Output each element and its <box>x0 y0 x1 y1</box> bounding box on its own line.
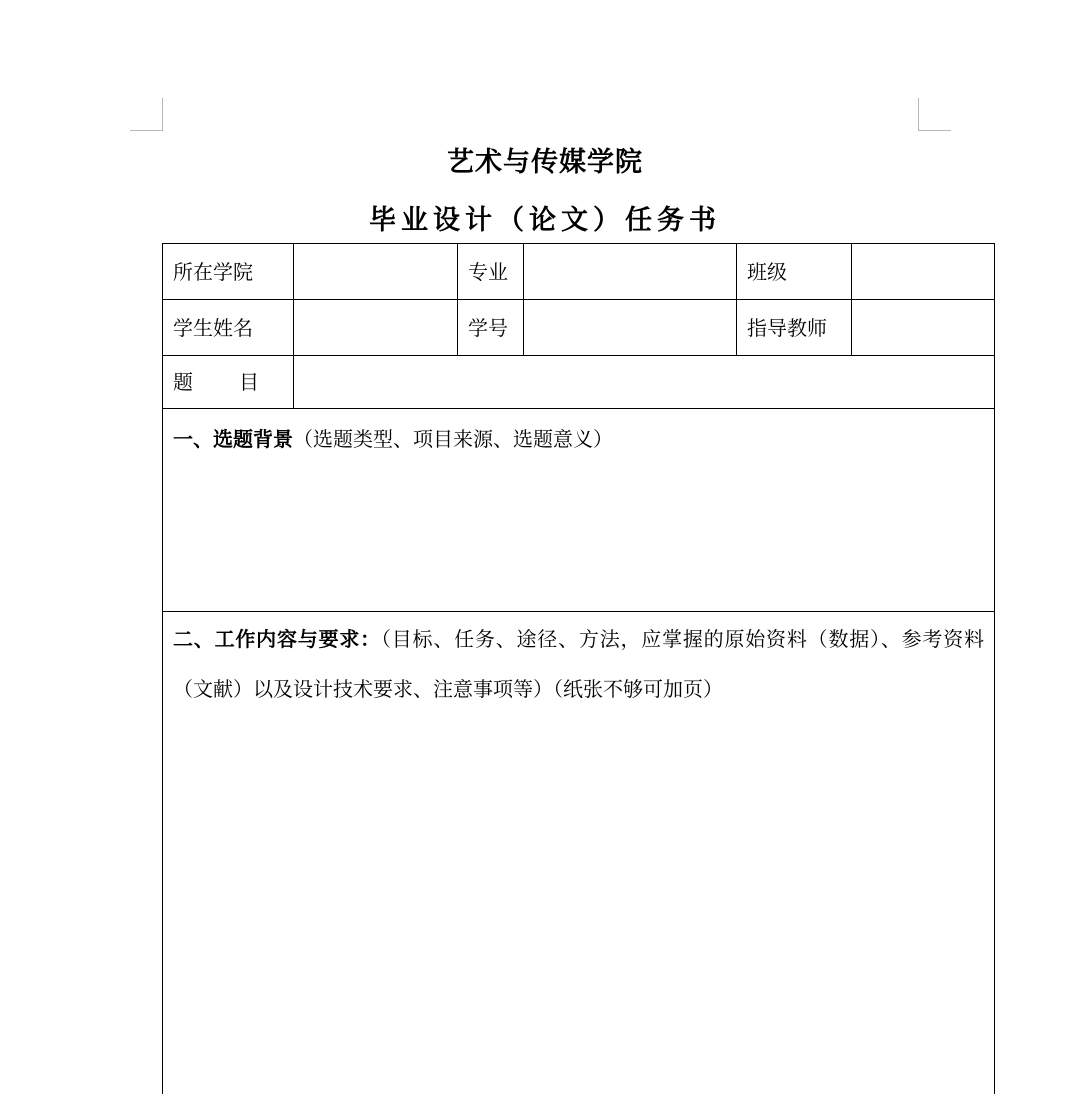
requirements-note: （目标、任务、途径、方法，应掌握的原始资料（数据）、参考资料（文献）以及设计技术要求、注意事项等）（纸张不够可加页） <box>173 627 985 701</box>
crop-mark-top-left <box>130 98 163 131</box>
student-id-label: 学号 <box>458 300 524 356</box>
college-label: 所在学院 <box>163 244 294 300</box>
topic-label-char-2: 目 <box>239 370 259 394</box>
task-form-table <box>162 243 995 1094</box>
requirements-heading: 二、工作内容与要求： <box>173 627 381 651</box>
table-row-section-background <box>163 409 995 612</box>
requirements-section[interactable] <box>163 612 995 1094</box>
background-heading: 一、选题背景 <box>173 427 293 451</box>
table-row-student <box>163 300 995 356</box>
advisor-label: 指导教师 <box>737 300 852 356</box>
class-field[interactable] <box>852 244 995 300</box>
college-field[interactable] <box>294 244 458 300</box>
requirements-text <box>173 614 984 714</box>
school-title: 艺术与传媒学院 <box>447 147 643 178</box>
table-row-college <box>163 244 995 300</box>
table-row-topic <box>163 356 995 409</box>
class-label: 班级 <box>737 244 852 300</box>
document-title: 毕业设计（论文）任务书 <box>369 205 721 236</box>
advisor-field[interactable] <box>852 300 995 356</box>
major-field[interactable] <box>524 244 737 300</box>
table-row-section-requirements <box>163 612 995 1094</box>
major-label: 专业 <box>458 244 524 300</box>
topic-label <box>163 356 294 409</box>
student-name-field[interactable] <box>294 300 458 356</box>
student-name-label: 学生姓名 <box>163 300 294 356</box>
topic-field[interactable] <box>294 356 995 409</box>
topic-label-char-1: 题 <box>173 370 193 394</box>
crop-mark-top-right <box>918 98 951 131</box>
background-note: （选题类型、项目来源、选题意义） <box>293 427 613 451</box>
background-section[interactable] <box>163 409 995 612</box>
student-id-field[interactable] <box>524 300 737 356</box>
